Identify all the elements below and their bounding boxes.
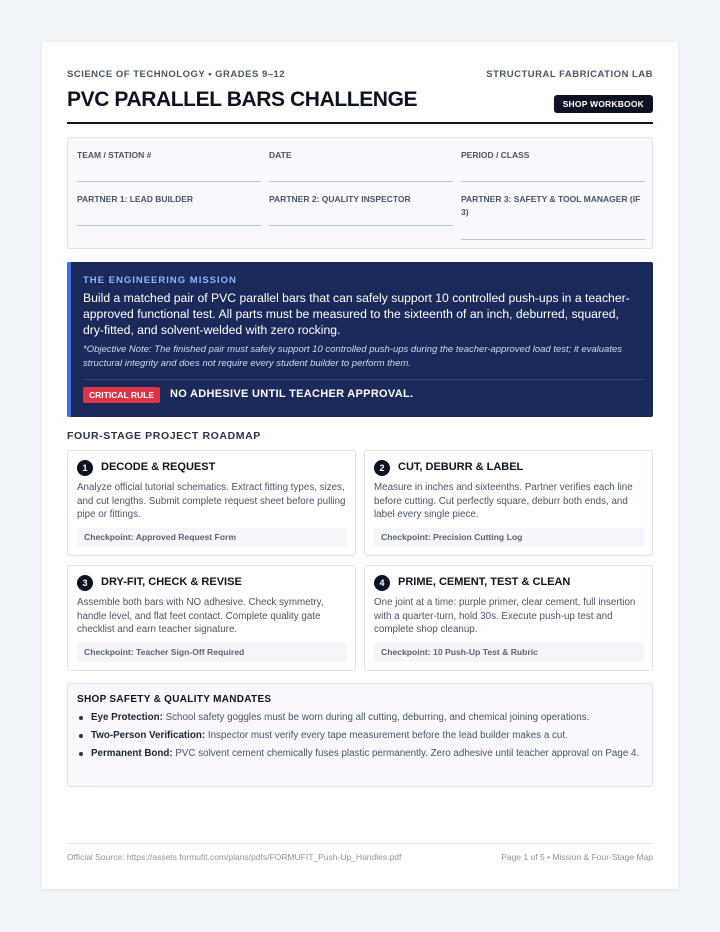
mission-label: THE ENGINEERING MISSION	[83, 275, 237, 286]
write-line	[461, 239, 645, 240]
safety-item-two-person	[77, 729, 643, 743]
mission-text: Build a matched pair of PVC parallel bars that can safely support 10 controlled push-ups in a teacher-approved functional test. All parts must be measured to the sixteenth of an inch, deburred, squared, dry-fitted, and solvent-welded with zero rocking.	[83, 291, 630, 337]
safety-item-text: Inspector must verify every tape measurement before the lead builder makes a cut.	[205, 730, 568, 741]
bullet-icon	[79, 752, 83, 756]
stage-description: Measure in inches and sixteenths. Partner verifies each line before cutting. Cut perfectly square, deburr both ends, and label every single piece.	[374, 482, 633, 520]
field-label: TEAM / STATION #	[77, 150, 152, 160]
course-label: SCIENCE OF TECHNOLOGY • GRADES 9–12	[67, 69, 286, 80]
objective-note: *Objective Note: The finished pair must safely support 10 controlled push-ups during the teacher-approved load test; it evaluates structural integrity and does not require every student builder to perform them.	[83, 344, 622, 369]
bullet-icon	[79, 734, 83, 738]
stage-card-4	[364, 565, 653, 671]
stage-checkpoint: Checkpoint: Teacher Sign-Off Required	[77, 643, 347, 662]
write-line	[77, 225, 261, 226]
header-meta	[67, 69, 653, 80]
stage-description: Assemble both bars with NO adhesive. Check symmetry, handle level, and flat feet contact. Complete quality gate checklist and earn teacher signature.	[77, 597, 324, 635]
safety-item-label: Two-Person Verification:	[91, 730, 206, 741]
safety-item-eye-protection	[77, 711, 643, 725]
safety-list	[77, 711, 643, 765]
workbook-badge: SHOP WORKBOOK	[554, 95, 653, 113]
stage-title: CUT, DEBURR & LABEL	[398, 461, 524, 473]
stage-number: 1	[77, 460, 93, 476]
field-label: PARTNER 3: SAFETY & TOOL MANAGER (IF 3)	[461, 194, 641, 217]
team-info-fields	[67, 137, 653, 249]
partner-1-field[interactable]	[77, 193, 261, 206]
field-label: PARTNER 2: QUALITY INSPECTOR	[269, 194, 411, 204]
field-label: PERIOD / CLASS	[461, 150, 530, 160]
critical-rule-text: NO ADHESIVE UNTIL TEACHER APPROVAL.	[170, 388, 414, 400]
partner-2-field[interactable]	[269, 193, 453, 206]
field-label: DATE	[269, 150, 292, 160]
stage-number: 2	[374, 460, 390, 476]
write-line	[461, 181, 645, 182]
write-line	[269, 181, 453, 182]
stage-checkpoint: Checkpoint: Precision Cutting Log	[374, 528, 644, 547]
page-title: PVC PARALLEL BARS CHALLENGE	[67, 88, 418, 111]
mission-divider	[83, 379, 645, 380]
stage-card-1	[67, 450, 356, 556]
stage-title: DECODE & REQUEST	[101, 461, 216, 473]
engineering-mission-panel	[67, 262, 653, 417]
stage-number: 3	[77, 575, 93, 591]
safety-item-label: Eye Protection:	[91, 712, 163, 723]
source-link[interactable]: Official Source: https://assets.formufit.com/plans/pdfs/FORMUFIT_Push-Up_Handles.pdf	[67, 852, 402, 862]
safety-item-label: Permanent Bond:	[91, 748, 173, 759]
write-line	[269, 225, 453, 226]
lab-label: STRUCTURAL FABRICATION LAB	[486, 69, 653, 80]
team-station-field[interactable]	[77, 149, 261, 162]
stage-checkpoint: Checkpoint: Approved Request Form	[77, 528, 347, 547]
write-line	[77, 181, 261, 182]
partner-3-field[interactable]	[461, 193, 645, 219]
footer-divider	[67, 843, 653, 844]
safety-heading: SHOP SAFETY & QUALITY MANDATES	[77, 694, 272, 705]
page-indicator: Page 1 of 5 • Mission & Four-Stage Map	[501, 852, 653, 862]
period-class-field[interactable]	[461, 149, 645, 162]
title-divider	[67, 122, 653, 124]
stage-number: 4	[374, 575, 390, 591]
stage-title: PRIME, CEMENT, TEST & CLEAN	[398, 576, 571, 588]
safety-item-text: PVC solvent cement chemically fuses plastic permanently. Zero adhesive until teacher approval on Page 4.	[172, 748, 640, 759]
stage-card-2	[364, 450, 653, 556]
stage-card-3	[67, 565, 356, 671]
field-label: PARTNER 1: LEAD BUILDER	[77, 194, 194, 204]
date-field[interactable]	[269, 149, 453, 162]
page-footer	[67, 852, 653, 862]
stage-description: One joint at a time: purple primer, clear cement, full insertion with a quarter-turn, hold 30s. Execute push-up test and complete shop cleanup.	[374, 597, 636, 635]
workbook-page	[42, 42, 678, 889]
safety-item-text: School safety goggles must be worn during all cutting, deburring, and chemical joining operations.	[162, 712, 590, 723]
roadmap-heading: FOUR-STAGE PROJECT ROADMAP	[67, 430, 261, 442]
bullet-icon	[79, 716, 83, 720]
safety-item-permanent-bond	[77, 747, 643, 761]
stage-description: Analyze official tutorial schematics. Extract fitting types, sizes, and cut lengths. Submit complete request sheet before pulling pipe or fittings.	[77, 482, 346, 520]
critical-rule-badge: CRITICAL RULE	[83, 387, 160, 403]
safety-mandates-panel	[67, 683, 653, 787]
stage-title: DRY-FIT, CHECK & REVISE	[101, 576, 242, 588]
stage-checkpoint: Checkpoint: 10 Push-Up Test & Rubric	[374, 643, 644, 662]
